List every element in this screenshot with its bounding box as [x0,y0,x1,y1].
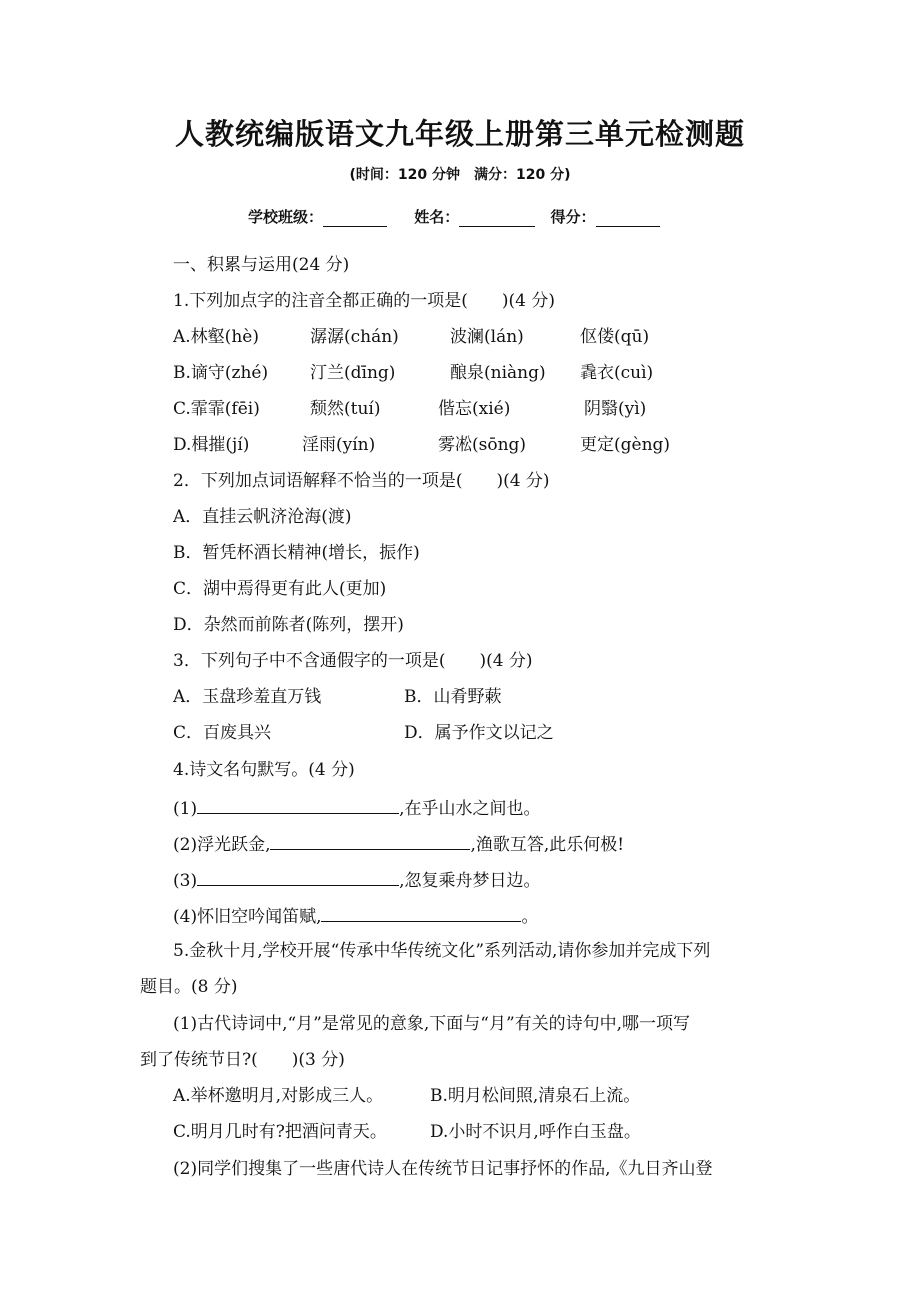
q1-c-1: C.霏霏(fēi) [173,399,260,419]
q4-item-2-suffix: ,渔歌互答,此乐何极! [470,835,625,855]
q4-item-4 [173,903,538,928]
q1-c-2: 颓然(tuí) [310,399,381,419]
q1-a-2: 潺潺(chán) [310,327,399,347]
page-title: 人教统编版语文九年级上册第三单元检测题 [174,117,745,151]
q5-option-a: A.举杯邀明月,对影成三人。 [173,1086,384,1106]
q1-b-4: 毳衣(cuì) [580,363,654,383]
q3-option-a: A．玉盘珍羞直万钱 [173,687,322,707]
q4-item-1-suffix: ,在乎山水之间也。 [399,799,541,819]
q4-item-1 [173,795,541,820]
q1-c-4: 阴翳(yì) [584,399,647,419]
school-blank[interactable] [323,210,387,227]
q5-stem-line1: 5.金秋十月,学校开展“传承中华传统文化”系列活动,请你参加并完成下列 [173,941,711,961]
q2-stem: 2．下列加点词语解释不恰当的一项是( )(4 分) [173,471,550,491]
q1-a-1: A.林壑(hè) [173,327,259,347]
q4-stem: 4.诗文名句默写。(4 分) [173,760,355,780]
q5-option-d: D.小时不识月,呼作白玉盘。 [430,1122,641,1142]
q1-b-3: 酿泉(niàng) [450,363,546,383]
q4-item-1-blank[interactable] [197,795,399,814]
q1-b-2: 汀兰(dīng) [310,363,396,383]
q1-d-1: D.楫摧(jí) [173,435,250,455]
q4-item-4-prefix: (4)怀旧空吟闻笛赋, [173,907,322,927]
q2-option-c: C．湖中焉得更有此人(更加) [173,579,387,599]
q5-sub2-line1: (2)同学们搜集了一些唐代诗人在传统节日记事抒怀的作品,《九日齐山登 [173,1159,713,1179]
q4-item-1-prefix: (1) [173,799,198,819]
q3-option-d: D．属予作文以记之 [404,723,554,743]
q2-option-b: B．暂凭杯酒长精神(增长，振作) [173,543,420,563]
student-info-row [248,206,708,227]
q1-d-2: 淫雨(yín) [302,435,376,455]
school-label: 学校班级： [248,208,324,226]
q4-item-3-prefix: (3) [173,871,198,891]
q5-stem-line2: 题目。(8 分) [140,977,238,997]
q5-sub1-line2: 到了传统节日?( )(3 分) [140,1050,345,1070]
q4-item-3-blank[interactable] [197,867,399,886]
section-heading: 一、积累与运用(24 分) [173,255,350,275]
q4-item-4-suffix: 。 [521,907,539,927]
q3-option-c: C．百废具兴 [173,723,272,743]
q2-option-a: A．直挂云帆济沧海(渡) [173,507,352,527]
q1-d-3: 雾凇(sōng) [438,435,527,455]
q1-a-4: 伛偻(qū) [580,327,650,347]
score-blank[interactable] [596,210,660,227]
q5-sub1-line1: (1)古代诗词中,“月”是常见的意象,下面与“月”有关的诗句中,哪一项写 [173,1014,691,1034]
q2-option-d: D．杂然而前陈者(陈列，摆开) [173,615,404,635]
q1-stem: 1.下列加点字的注音全都正确的一项是( )(4 分) [173,291,555,311]
q3-stem: 3．下列句子中不含通假字的一项是( )(4 分) [173,651,533,671]
name-label: 姓名： [414,208,460,226]
q1-b-1: B.谪守(zhé) [173,363,269,383]
name-blank[interactable] [459,210,535,227]
q1-a-3: 波澜(lán) [450,327,524,347]
q4-item-4-blank[interactable] [321,903,521,922]
score-label: 得分： [550,208,596,226]
q4-item-2-prefix: (2)浮光跃金, [173,835,271,855]
q5-option-b: B.明月松间照,清泉石上流。 [430,1086,641,1106]
q1-c-3: 偕忘(xié) [438,399,511,419]
q4-item-2 [173,831,624,856]
exam-time-score: (时间：120 分钟 满分：120 分) [349,167,571,183]
q1-d-4: 更定(gèng) [580,435,671,455]
q4-item-3-suffix: ,忽复乘舟梦日边。 [399,871,541,891]
q4-item-3 [173,867,541,892]
q5-option-c: C.明月几时有?把酒问青天。 [173,1122,387,1142]
q4-item-2-blank[interactable] [270,831,470,850]
q3-option-b: B．山肴野蔌 [404,687,502,707]
